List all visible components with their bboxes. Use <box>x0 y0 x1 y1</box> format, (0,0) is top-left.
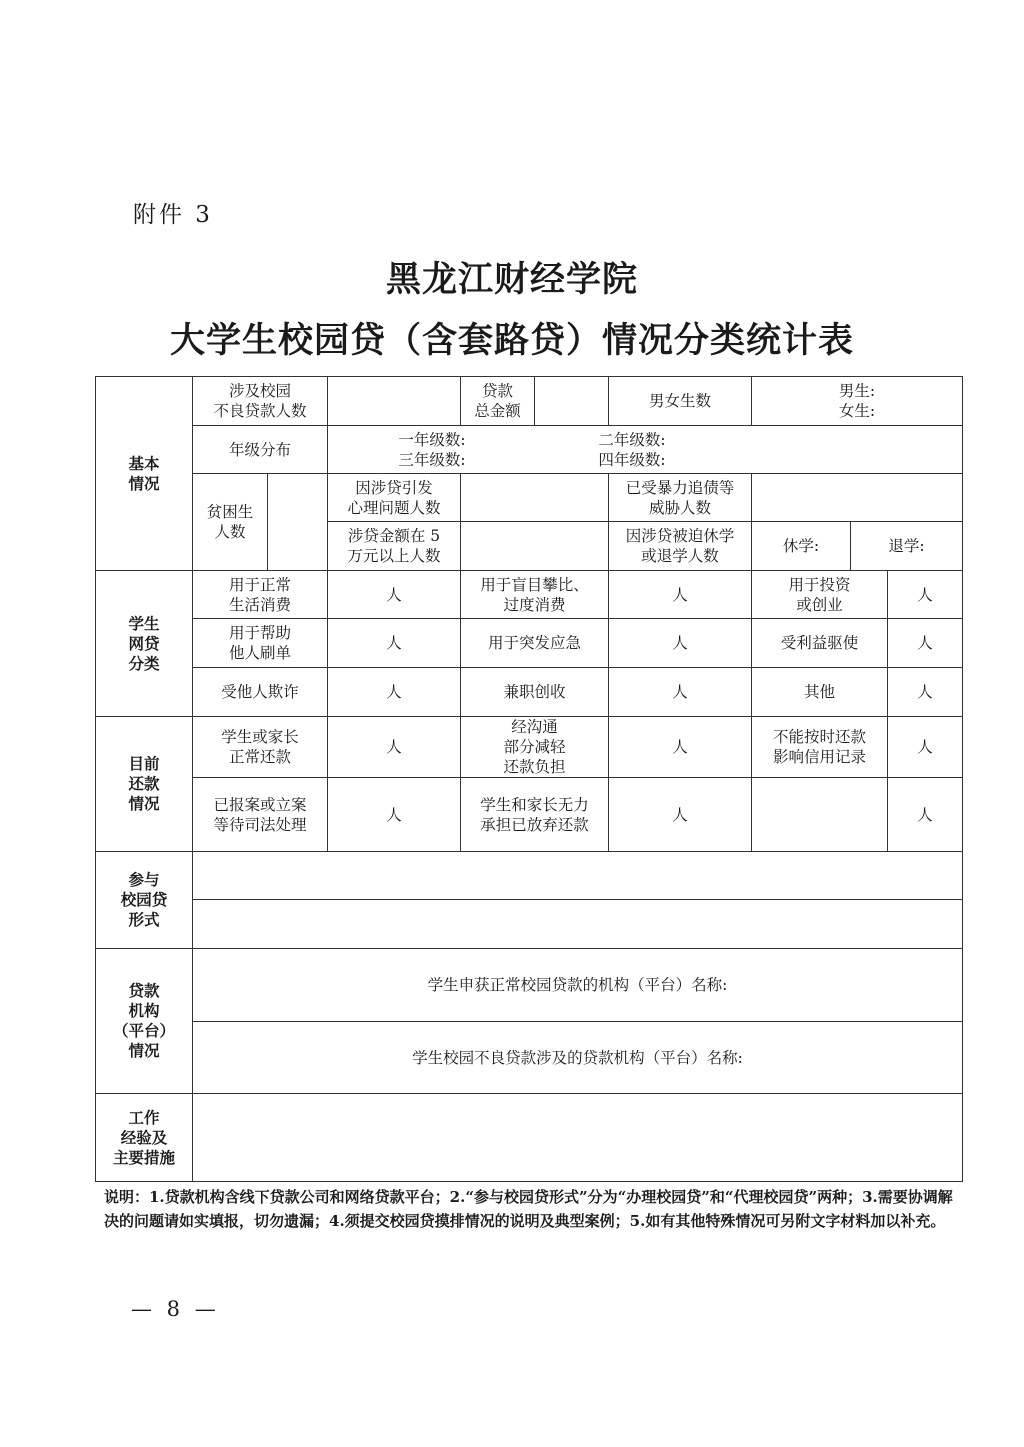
female-label: 女生: <box>838 402 876 420</box>
usage-parttime-value[interactable]: 人 <box>609 668 752 717</box>
title-line-2: 大学生校园贷（含套路贷）情况分类统计表 <box>169 320 854 361</box>
grade-dist-value[interactable] <box>328 426 963 474</box>
page-number: — 8 — <box>131 1297 220 1321</box>
grade3-label: 三年级数: <box>398 450 466 469</box>
repay-normal-value[interactable]: 人 <box>328 717 461 778</box>
institution-bad-field[interactable]: 学生校园不良贷款涉及的贷款机构（平台）名称: <box>193 1022 963 1094</box>
usage-emergency-value[interactable]: 人 <box>609 619 752 668</box>
participation-field-2[interactable] <box>193 900 963 949</box>
repay-reported-value[interactable]: 人 <box>328 778 461 852</box>
table-row <box>96 668 963 717</box>
repay-reduced-value[interactable]: 人 <box>609 717 752 778</box>
loan-total-label: 贷款 总金额 <box>461 377 535 426</box>
table-row <box>96 949 963 1022</box>
institution-header: 贷款 机构 （平台） 情况 <box>96 949 193 1094</box>
usage-profit-value[interactable]: 人 <box>888 619 963 668</box>
grade2-label: 二年级数: <box>598 430 666 449</box>
table-row <box>96 619 963 668</box>
usage-living-value[interactable]: 人 <box>328 571 461 619</box>
bad-loan-people-value[interactable] <box>328 377 461 426</box>
gender-count-value[interactable] <box>752 377 963 426</box>
usage-fraud-label: 受他人欺诈 <box>193 668 328 717</box>
table-row <box>96 474 963 522</box>
basic-header: 基本 情况 <box>96 377 193 571</box>
dropout-cell[interactable]: 退学: <box>851 522 963 571</box>
grade1-label: 一年级数: <box>398 430 466 449</box>
note-text: 说明：1.贷款机构含线下贷款公司和网络贷款平台；2.“参与校园贷形式”分为“办理校园贷”和“代理校园贷”两种；3.需要协调解决的问题请如实填报，切勿遗漏；4.须提交校园贷摸排情况的说明及典型案例；5.如有其他特殊情况可另附文字材料加以补充。 <box>104 1188 953 1230</box>
bad-loan-people-label: 涉及校园 不良贷款人数 <box>193 377 328 426</box>
loan-total-value[interactable] <box>535 377 609 426</box>
table-row <box>96 1022 963 1094</box>
poor-value[interactable] <box>268 474 328 571</box>
repay-credit-value[interactable]: 人 <box>888 717 963 778</box>
suspend-cell[interactable]: 休学: <box>752 522 851 571</box>
male-label: 男生: <box>838 382 876 400</box>
usage-brush-value[interactable]: 人 <box>328 619 461 668</box>
usage-living-label: 用于正常 生活消费 <box>193 571 328 619</box>
usage-emergency-label: 用于突发应急 <box>461 619 609 668</box>
title-line-1: 黑龙江财经学院 <box>385 259 638 300</box>
repay-blank-value[interactable]: 人 <box>888 778 963 852</box>
attachment-label: 附件 3 <box>133 202 213 228</box>
participation-header: 参与 校园贷 形式 <box>96 852 193 949</box>
usage-blind-value[interactable]: 人 <box>609 571 752 619</box>
usage-invest-label: 用于投资 或创业 <box>752 571 888 619</box>
table-row <box>96 426 963 474</box>
table-row <box>96 717 963 778</box>
table-row <box>96 900 963 949</box>
violence-value[interactable] <box>752 474 963 522</box>
participation-field-1[interactable] <box>193 852 963 900</box>
table-row <box>96 852 963 900</box>
poor-label: 贫困生 人数 <box>193 474 268 571</box>
grade4-label: 四年级数: <box>598 450 666 469</box>
experience-field[interactable] <box>193 1094 963 1182</box>
usage-brush-label: 用于帮助 他人刷单 <box>193 619 328 668</box>
usage-other-label: 其他 <box>752 668 888 717</box>
repay-credit-label: 不能按时还款 影响信用记录 <box>752 717 888 778</box>
repay-header: 目前 还款 情况 <box>96 717 193 852</box>
table-row <box>96 778 963 852</box>
repay-blank-label[interactable] <box>752 778 888 852</box>
usage-fraud-value[interactable]: 人 <box>328 668 461 717</box>
usage-profit-label: 受利益驱使 <box>752 619 888 668</box>
repay-abandoned-label: 学生和家长无力 承担已放弃还款 <box>461 778 609 852</box>
over50k-value[interactable] <box>461 522 609 571</box>
gender-count-label: 男女生数 <box>609 377 752 426</box>
statistics-form-table <box>95 376 963 1182</box>
psych-label: 因涉贷引发 心理问题人数 <box>328 474 461 522</box>
usage-blind-label: 用于盲目攀比、 过度消费 <box>461 571 609 619</box>
usage-invest-value[interactable]: 人 <box>888 571 963 619</box>
grade-dist-label: 年级分布 <box>193 426 328 474</box>
institution-normal-field[interactable]: 学生申获正常校园贷款的机构（平台）名称: <box>193 949 963 1022</box>
repay-normal-label: 学生或家长 正常还款 <box>193 717 328 778</box>
table-row <box>96 1094 963 1182</box>
psych-value[interactable] <box>461 474 609 522</box>
violence-label: 已受暴力追债等 威胁人数 <box>609 474 752 522</box>
forced-label: 因涉贷被迫休学 或退学人数 <box>609 522 752 571</box>
repay-reduced-label: 经沟通 部分减轻 还款负担 <box>461 717 609 778</box>
repay-abandoned-value[interactable]: 人 <box>609 778 752 852</box>
usage-other-value[interactable]: 人 <box>888 668 963 717</box>
experience-header: 工作 经验及 主要措施 <box>96 1094 193 1182</box>
repay-reported-label: 已报案或立案 等待司法处理 <box>193 778 328 852</box>
table-row <box>96 377 963 426</box>
over50k-label: 涉贷金额在 5 万元以上人数 <box>328 522 461 571</box>
usage-header: 学生 网贷 分类 <box>96 571 193 717</box>
table-row <box>96 571 963 619</box>
usage-parttime-label: 兼职创收 <box>461 668 609 717</box>
